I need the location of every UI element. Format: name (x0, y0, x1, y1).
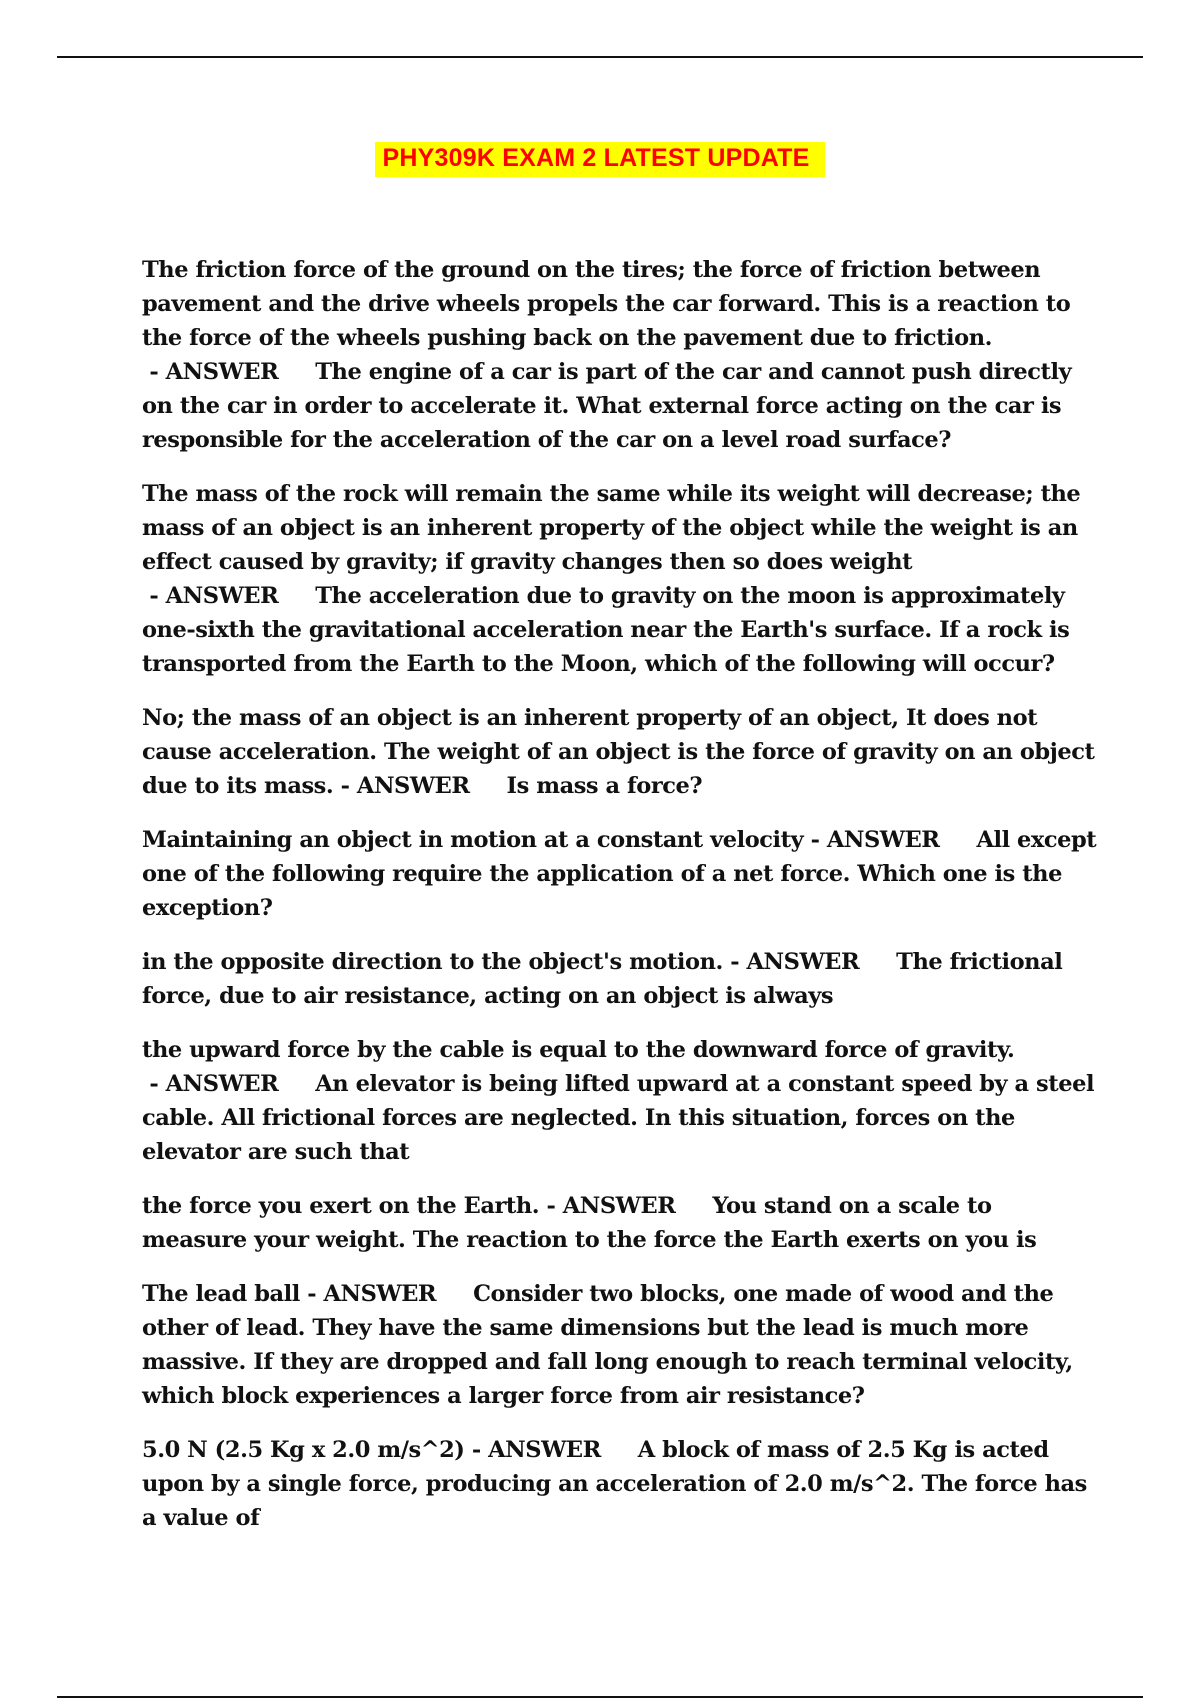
title-container (0, 142, 1200, 177)
qa-entry (142, 1033, 1097, 1169)
question-text: Consider two blocks, one made of wood and the other of lead. They have the same dimensions but the lead is much more massive. If they are dropped and fall long enough to reach terminal velocity, which block experiences a larger force from air resistance? (142, 1281, 1073, 1409)
qa-entry (142, 1189, 1097, 1257)
answer-separator: - ANSWER (142, 583, 316, 609)
answer-separator: - ANSWER (722, 949, 897, 975)
answer-text: 5.0 N (2.5 Kg x 2.0 m/s^2) (142, 1437, 465, 1463)
qa-entry (142, 1433, 1097, 1535)
qa-entry (142, 477, 1097, 681)
answer-separator: - ANSWER (803, 827, 977, 853)
answer-separator: - ANSWER (333, 773, 507, 799)
answer-text: in the opposite direction to the object's motion. (142, 949, 723, 975)
answer-text: The mass of the rock will remain the same while its weight will decrease; the mass of an object is an inherent property of the object while the weight is an effect caused by gravity; if gravity changes then so does weight (142, 481, 1081, 575)
question-text: The engine of a car is part of the car and cannot push directly on the car in order to accelerate it. What external force acting on the car is responsible for the acceleration of the car on a level road surface? (142, 359, 1072, 453)
answer-separator: - ANSWER (539, 1193, 713, 1219)
footer-rule (57, 1696, 1143, 1698)
question-text: The acceleration due to gravity on the moon is approximately one-sixth the gravitational acceleration near the Earth's surface. If a rock is transported from the Earth to the Moon, which of the following will occur? (142, 583, 1070, 677)
answer-separator: - ANSWER (142, 359, 316, 385)
question-text: You stand on a scale to measure your weight. The reaction to the force the Earth exerts on you is (142, 1193, 1037, 1253)
answer-separator: - ANSWER (464, 1437, 638, 1463)
qa-entry (142, 823, 1097, 925)
question-text: Is mass a force? (506, 773, 703, 799)
qa-list (142, 253, 1097, 1555)
question-text: All except one of the following require the application of a net force. Which one is the exception? (142, 827, 1097, 921)
answer-separator: - ANSWER (142, 1071, 316, 1097)
answer-text: The friction force of the ground on the tires; the force of friction between pavement and the drive wheels propels the car forward. This is a reaction to the force of the wheels pushing back on the pavement due to friction. (142, 257, 1071, 351)
answer-text: the force you exert on the Earth. (142, 1193, 540, 1219)
answer-text: No; the mass of an object is an inherent property of an object, It does not cause acceleration. The weight of an object is the force of gravity on an object due to its mass. (142, 705, 1095, 799)
answer-separator: - ANSWER (299, 1281, 474, 1307)
document-title: PHY309K EXAM 2 LATEST UPDATE (375, 142, 826, 177)
qa-entry (142, 701, 1097, 803)
question-text: A block of mass of 2.5 Kg is acted upon by a single force, producing an acceleration of 2.0 m/s^2. The force has a value of (142, 1437, 1087, 1531)
qa-entry (142, 1277, 1097, 1413)
qa-entry (142, 253, 1097, 457)
question-text: The frictional force, due to air resistance, acting on an object is always (142, 949, 1063, 1009)
header-rule (57, 56, 1143, 58)
question-text: An elevator is being lifted upward at a constant speed by a steel cable. All frictional forces are neglected. In this situation, forces on the elevator are such that (142, 1071, 1095, 1165)
answer-text: the upward force by the cable is equal to the downward force of gravity. (142, 1037, 1015, 1063)
qa-entry (142, 945, 1097, 1013)
answer-text: Maintaining an object in motion at a constant velocity (142, 827, 804, 853)
answer-text: The lead ball (142, 1281, 300, 1307)
